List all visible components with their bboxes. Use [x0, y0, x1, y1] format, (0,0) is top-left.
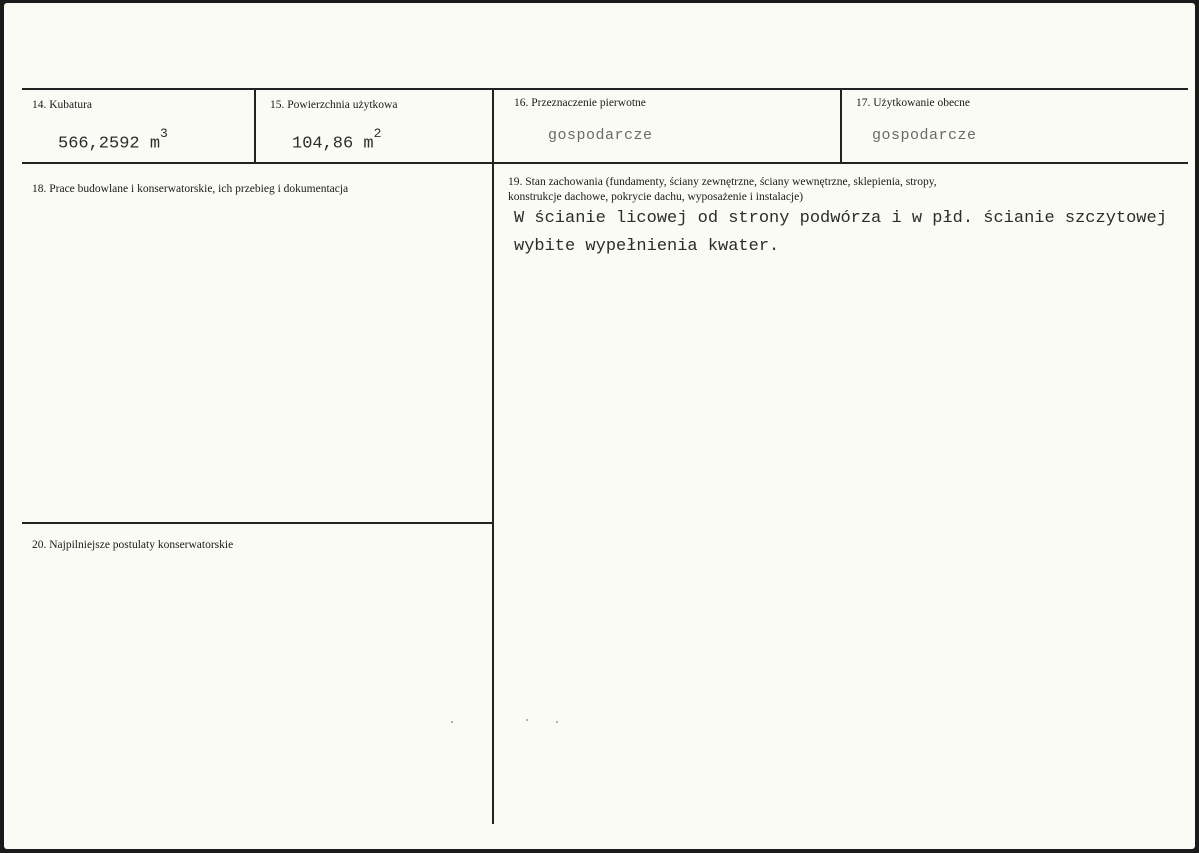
- field-19-label-line2: konstrukcje dachowe, pokrycie dachu, wyposażenie i instalacje): [508, 191, 804, 203]
- record-card: [4, 3, 1195, 849]
- field-18-20-rule: [22, 522, 494, 524]
- speck: [526, 719, 528, 721]
- divider-14-15: [254, 89, 256, 163]
- field-18-label: 18. Prace budowlane i konserwatorskie, ich przebieg i dokumentacja: [32, 183, 349, 195]
- field-14-value: 566,2592 $m^3$: [58, 126, 168, 154]
- field-16-value: gospodarcze: [548, 127, 653, 144]
- field-19-text-line1: W ścianie licowej od strony podwórza i w płd. ścianie szczytowej: [514, 209, 1167, 228]
- field-15-value: 104,86 $m^2$: [292, 126, 382, 154]
- field-17-label: 17. Użytkowanie obecne: [856, 97, 971, 109]
- field-19-label-line1: 19. Stan zachowania (fundamenty, ściany zewnętrzne, ściany wewnętrzne, sklepienia, stropy,: [508, 176, 937, 188]
- main-divider: [492, 163, 494, 824]
- field-15-label: 15. Powierzchnia użytkowa: [270, 99, 398, 111]
- speck: [451, 721, 453, 723]
- field-19-text-line2: wybite wypełnienia kwater.: [514, 237, 780, 256]
- top-rule: [22, 88, 1188, 90]
- divider-15-16: [492, 89, 494, 163]
- speck: [556, 721, 558, 723]
- divider-16-17: [840, 89, 842, 163]
- field-16-label: 16. Przeznaczenie pierwotne: [514, 97, 646, 109]
- field-20-label: 20. Najpilniejsze postulaty konserwatorskie: [32, 539, 234, 551]
- field-14-label: 14. Kubatura: [32, 99, 93, 111]
- field-17-value: gospodarcze: [872, 127, 977, 144]
- header-bottom-rule: [22, 162, 1188, 164]
